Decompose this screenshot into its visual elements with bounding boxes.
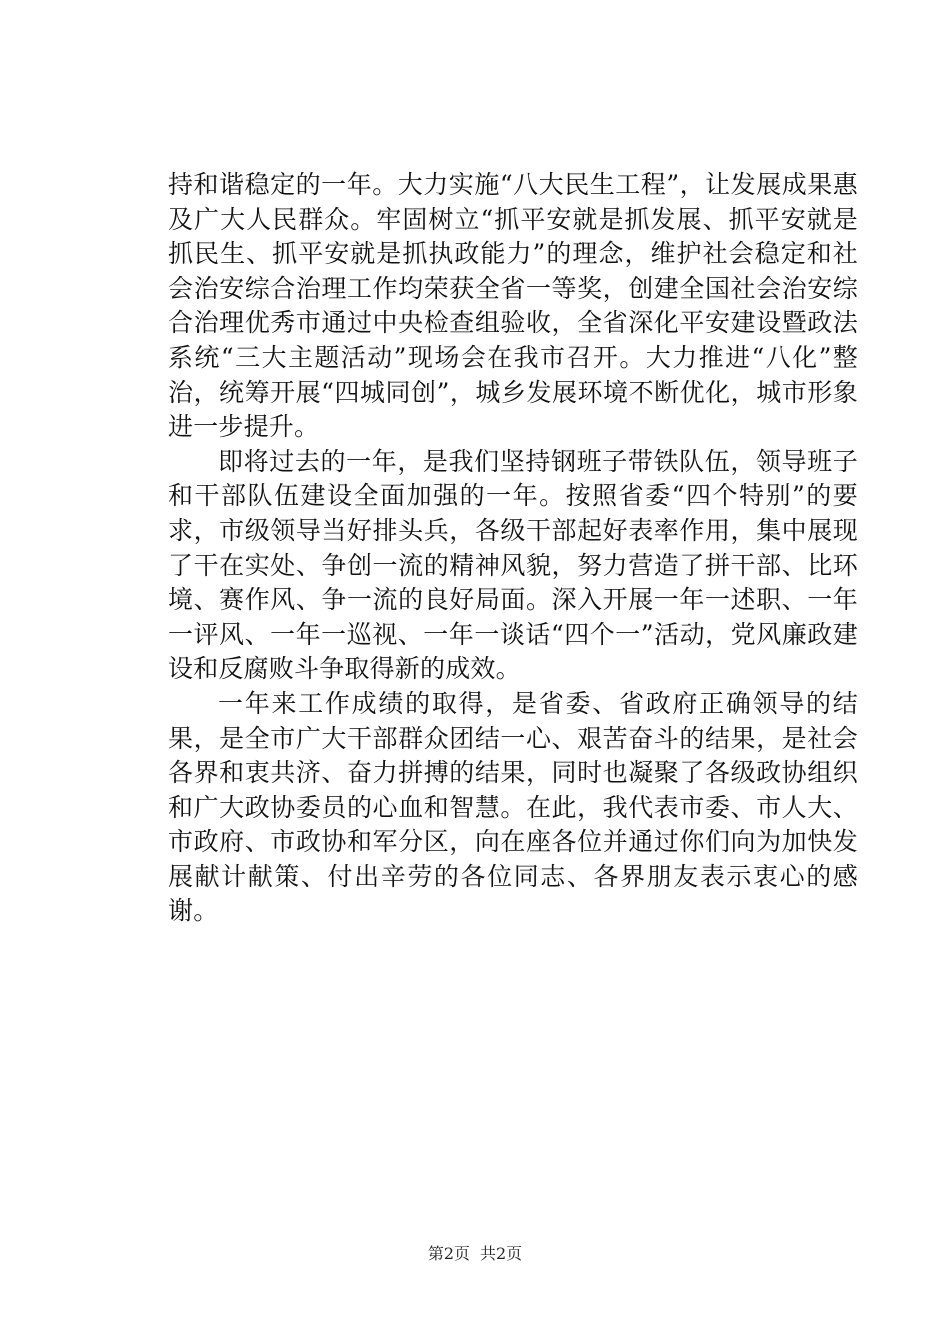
paragraph-1: 持和谐稳定的一年。大力实施“八大民生工程”，让发展成果惠及广大人民群众。牢固树立“抓平安就是抓发展、抓平安就是抓民生、抓平安就是抓执政能力”的理念，维护社会稳定和社会治安综合治理工作均荣获全省一等奖，创建全国社会治安综合治理优秀市通过中央检查组验收，全省深化平安建设暨政法系统“三大主题活动”现场会在我市召开。大力推进“八化”整治，统筹开展“四城同创”，城乡发展环境不断优化，城市形象进一步提升。	[168, 170, 858, 442]
document-body	[168, 168, 858, 929]
page-footer	[0, 1243, 950, 1265]
paragraph-2: 即将过去的一年，是我们坚持钢班子带铁队伍，领导班子和干部队伍建设全面加强的一年。按照省委“四个特别”的要求，市级领导当好排头兵，各级干部起好表率作用，集中展现了干在实处、争创一流的精神风貌，努力营造了拼干部、比环境、赛作风、争一流的良好局面。深入开展一年一述职、一年一评风、一年一巡视、一年一谈话“四个一”活动，党风廉政建设和反腐败斗争取得新的成效。	[168, 446, 858, 684]
paragraph-3: 一年来工作成绩的取得，是省委、省政府正确领导的结果，是全市广大干部群众团结一心、艰苦奋斗的结果，是社会各界和衷共济、奋力拼搏的结果，同时也凝聚了各级政协组织和广大政协委员的心血和智慧。在此，我代表市委、市人大、市政府、市政协和军分区，向在座各位并通过你们向为加快发展献计献策、付出辛劳的各位同志、各界朋友表示衷心的感谢。	[168, 688, 858, 926]
page-number: 第2页	[427, 1244, 470, 1263]
page-total: 共2页	[480, 1244, 523, 1263]
